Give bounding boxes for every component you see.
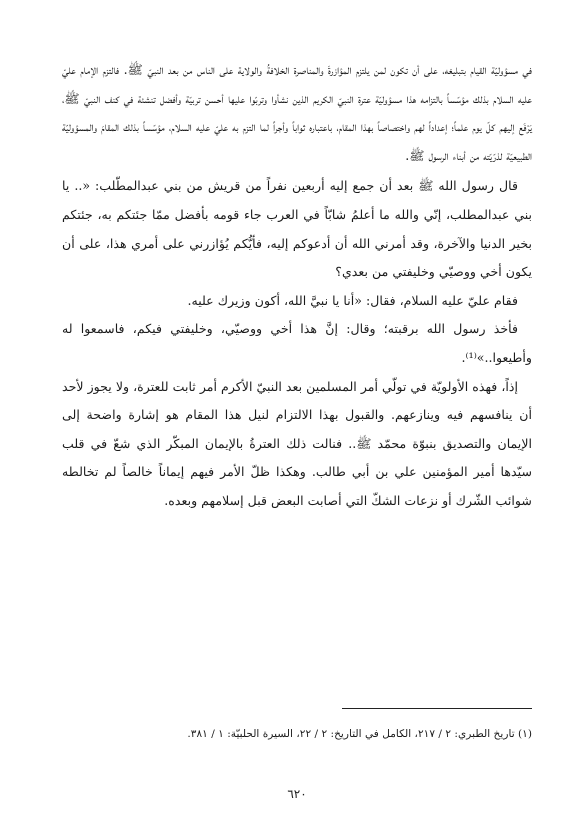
paragraph-5: إذاً، فهذه الأولويّة في تولّي أمر المسلمين بعد النبيّ الأكرم أمر ثابت للعترة، ولا يجوز لأحد أن ينافسهم فيه وينازعهم. والقبول بهذا الالتزام لنيل هذا المقام هو إشارة واضحة إلى الإيمان والتصديق بنبوّة محمّد ﷺ.. فنالت ذلك العترةُ بالإيمان المبكّر الذي شعّ في قلب سيّدها أمير المؤمنين علي بن أبي طالب. وهكذا ظلّ الأمر فيهم إيماناً خالصاً لم تخالطه شوائب الشّرك أو نزعات الشكّ التي أصابت البعض قبل إسلامهم وبعده.: [62, 378, 532, 508]
footnote-divider: [342, 708, 532, 709]
book-page: [62, 56, 532, 816]
page-number: ٦٢٠: [287, 787, 307, 801]
paragraph-1: في مسؤوليّة القيام بتبليغه، على أن تكون لمن يلتزم المؤازرةَ والمناصرة الخلافةُ والولاية على الناس من بعد النبيّ ﷺ. فالتزم الإمام عليّ عليه السلام بذلك مؤسّساً بالتزامه هذا مسؤوليّة عترة النبيّ الكريم الذين نشأوا وتربّوا عليها أحسن تربيّة وأفضل تنشئة في كنف النبيّ ﷺ، يَرْفَع إليهم كلّ يوم علماً؛ إعداداً لهم واختصاصاً بهذا المقام، باعتباره ثواباً وأجراً لما التزم به عليّ عليه السلام، مؤسّساً بذلك المقامَ والمسؤوليّة الطبيعيّة لذرّيّته من أبناء الرسول ﷺ.: [62, 62, 532, 163]
paragraph-4: فأخذ رسول الله برقبته؛ وقال: إنَّ هذا أخي ووصيّي، وخليفتي فيكم، فاسمعوا له وأطيعوا..»⁽¹⁾.: [62, 321, 532, 365]
paragraph-2: قال رسول الله ﷺ بعد أن جمع إليه أربعين نفراً من قريش من بني عبدالمطّلب: «.. يا بني عبدالمطلب، إنّي والله ما أعلمُ شابّاً في العرب جاء قومه بأفضل ممّا جئتكم به، جئتكم بخير الدنيا والآخرة، وقد أمرني الله أن أدعوكم إليه، فأيُّكم يُؤازرني على أمري هذا، على أن يكون أخي ووصيّي وخليفتي من بعدي؟: [62, 178, 532, 280]
footnote: (١) تاريخ الطبري: ٢ / ٢١٧، الكامل في التاريخ: ٢ / ٢٢، السيرة الحلبيّة: ١ / ٣٨١.: [187, 728, 532, 740]
paragraph-3: فقام عليّ عليه السلام، فقال: «أنا يا نبيَّ الله، أكون وزيرك عليه.: [187, 292, 518, 308]
